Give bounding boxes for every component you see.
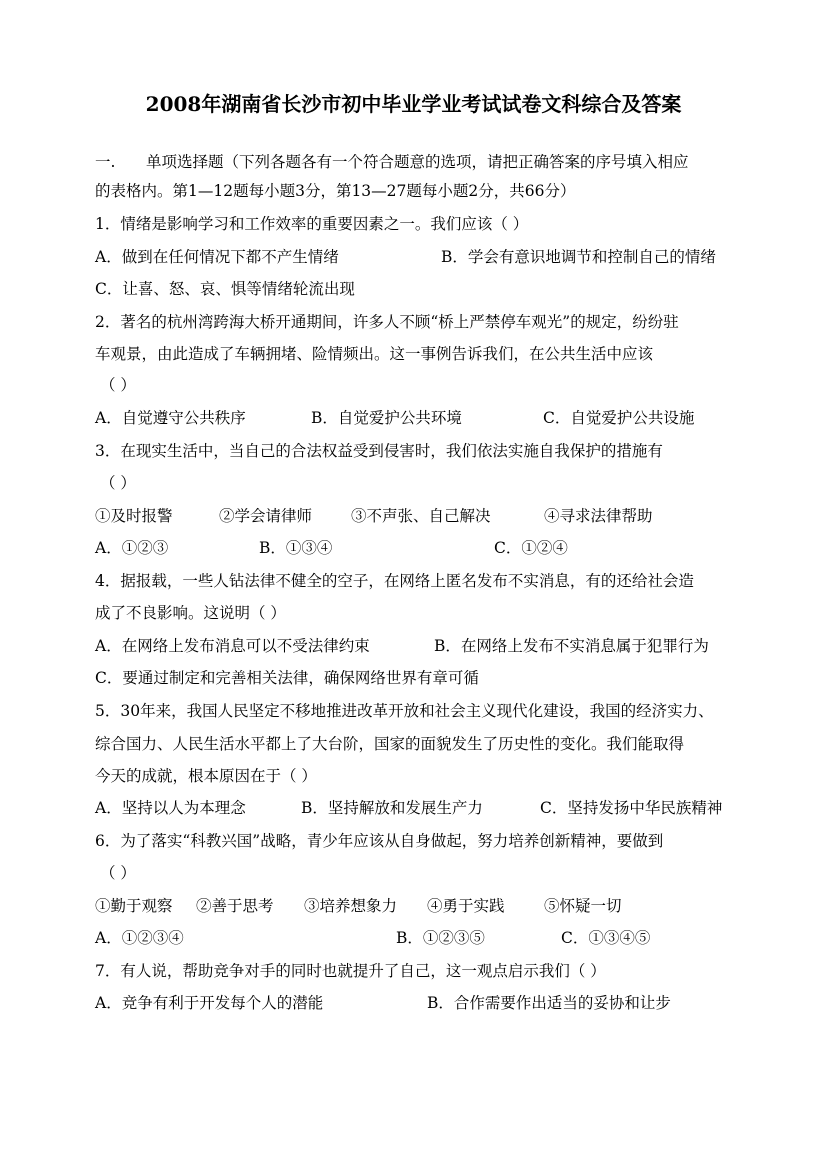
question-2-answer-paren: （ ）: [100, 376, 136, 394]
question-1-option-a: A．做到在任何情况下都不产生情绪: [95, 248, 339, 266]
page-title: 2008年湖南省长沙市初中毕业学业考试试卷文科综合及答案: [145, 92, 682, 116]
question-3-item-4: ④寻求法律帮助: [544, 507, 653, 525]
question-2-line2: 车观景，由此造成了车辆拥堵、险情频出。这一事例告诉我们，在公共生活中应该: [95, 345, 654, 363]
question-2-line1: 2．著名的杭州湾跨海大桥开通期间，许多人不顾“桥上严禁停车观光”的规定，纷纷驻: [95, 313, 679, 331]
question-4-line1: 4．据报载，一些人钻法律不健全的空子，在网络上匿名发布不实消息，有的还给社会造: [95, 572, 694, 590]
question-4-line2: 成了不良影响。这说明（ ）: [95, 604, 286, 622]
question-6-line1: 6．为了落实“科教兴国”战略，青少年应该从自身做起，努力培养创新精神，要做到: [95, 832, 664, 850]
question-3-line1: 3．在现实生活中，当自己的合法权益受到侵害时，我们依法实施自我保护的措施有: [95, 442, 663, 460]
question-5-option-b: B．坚持解放和发展生产力: [301, 799, 483, 817]
question-7-option-b: B．合作需要作出适当的妥协和让步: [427, 994, 671, 1012]
section-instructions-line1: 单项选择题（下列各题各有一个符合题意的选项，请把正确答案的序号填入相应: [146, 153, 689, 171]
question-1-stem: 1．情绪是影响学习和工作效率的重要因素之一。我们应该（ ）: [95, 215, 529, 233]
question-5-option-a: A．坚持以人为本理念: [95, 799, 246, 817]
question-4-option-c: C．要通过制定和完善相关法律，确保网络世界有章可循: [95, 669, 479, 687]
question-7-line1: 7．有人说，帮助竞争对手的同时也就提升了自己，这一观点启示我们（ ）: [95, 962, 606, 980]
section-number: 一.: [95, 153, 116, 171]
question-6-item-1: ①勤于观察: [95, 897, 173, 915]
question-2-option-b: B．自觉爱护公共环境: [311, 409, 462, 427]
question-6-item-3: ③培养想象力: [304, 897, 398, 915]
question-3-item-3: ③不声张、自己解决: [351, 507, 491, 525]
question-5-line2: 综合国力、人民生活水平都上了大台阶，国家的面貌发生了历史性的变化。我们能取得: [95, 735, 685, 753]
question-6-item-4: ④勇于实践: [427, 897, 505, 915]
question-3-option-c: C．①②④: [494, 539, 568, 557]
question-7-option-a: A．竞争有利于开发每个人的潜能: [95, 994, 324, 1012]
question-3-item-1: ①及时报警: [95, 507, 173, 525]
section-instructions-line2: 的表格内。第1—12题每小题3分，第13—27题每小题2分，共66分）: [95, 182, 576, 200]
question-5-option-c: C．坚持发扬中华民族精神: [540, 799, 723, 817]
question-4-option-b: B．在网络上发布不实消息属于犯罪行为: [434, 637, 709, 655]
question-5-line3: 今天的成就，根本原因在于（ ）: [95, 767, 317, 785]
question-3-option-b: B．①③④: [259, 539, 333, 557]
question-6-option-a: A．①②③④: [95, 929, 184, 947]
question-6-item-2: ②善于思考: [196, 897, 274, 915]
question-2-option-c: C．自觉爱护公共设施: [543, 409, 695, 427]
question-6-item-5: ⑤怀疑一切: [544, 897, 622, 915]
question-6-option-c: C．①③④⑤: [561, 929, 651, 947]
question-3-item-2: ②学会请律师: [219, 507, 313, 525]
question-4-option-a: A．在网络上发布消息可以不受法律约束: [95, 637, 370, 655]
question-3-option-a: A．①②③: [95, 539, 169, 557]
question-3-answer-paren: （ ）: [100, 474, 136, 492]
question-1-option-c: C．让喜、怒、哀、惧等情绪轮流出现: [95, 280, 355, 298]
question-6-option-b: B．①②③⑤: [396, 929, 485, 947]
question-1-option-b: B．学会有意识地调节和控制自己的情绪: [441, 248, 716, 266]
question-6-answer-paren: （ ）: [100, 864, 136, 882]
question-5-line1: 5．30年来，我国人民坚定不移地推进改革开放和社会主义现代化建设，我国的经济实力、: [95, 702, 714, 720]
question-2-option-a: A．自觉遵守公共秩序: [95, 409, 246, 427]
